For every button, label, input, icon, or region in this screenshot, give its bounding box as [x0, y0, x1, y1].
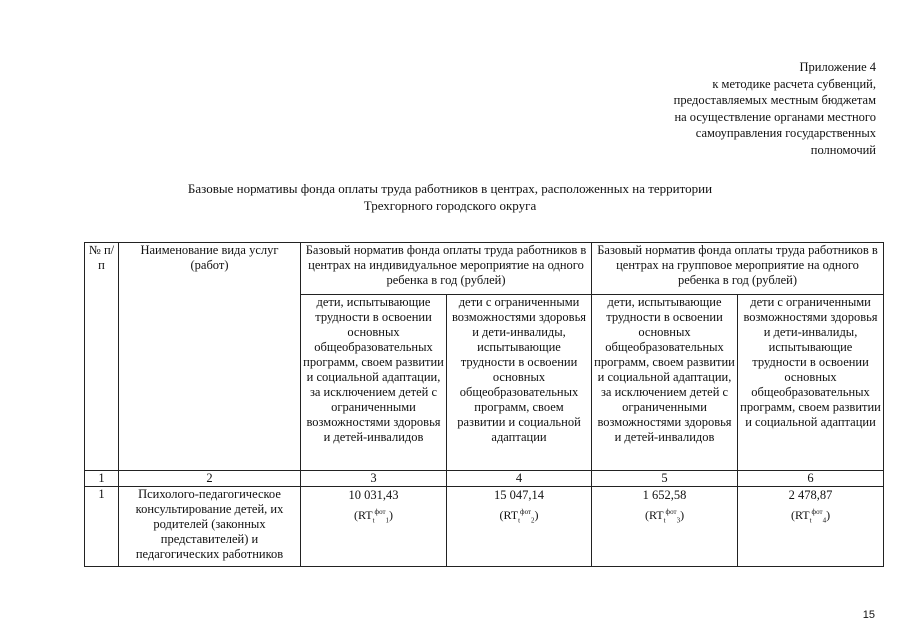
- appendix-line: самоуправления государственных: [695, 126, 876, 140]
- row-num: 1: [85, 487, 119, 567]
- appendix-line: Приложение 4: [799, 60, 876, 74]
- value-symbol: $(RT_t^{фот}_2)$: [499, 508, 539, 525]
- value-amount: 10 031,43: [348, 488, 399, 502]
- column-number: 5: [592, 471, 738, 487]
- value-amount: 1 652,58: [642, 488, 687, 502]
- appendix-line: предоставляемых местным бюджетам: [673, 93, 876, 107]
- column-number: 2: [119, 471, 301, 487]
- value-cell: [592, 487, 738, 567]
- value-cell: [301, 487, 447, 567]
- value-amount: 15 047,14: [494, 488, 544, 502]
- subheader-col-3: дети, испытывающие трудности в освоении основных общеобразовательных программ, своем развитии и социальной адаптации, за исключением детей с ограниченными возможностями здоровья и детей-инвалидов: [301, 295, 447, 471]
- column-number: 4: [447, 471, 592, 487]
- value-symbol: $(RT_t^{фот}_1)$: [353, 508, 394, 525]
- column-number: 1: [85, 471, 119, 487]
- header-num: № п/п: [85, 243, 119, 471]
- header-service: Наименование вида услуг (работ): [119, 243, 301, 471]
- title-line-2: Трехгорного городского округа: [363, 198, 537, 213]
- appendix-line: на осуществление органами местного: [674, 109, 876, 124]
- appendix-header: [546, 59, 876, 158]
- value-cell: [447, 487, 592, 567]
- value-symbol: $(RT_t^{фот}_4)$: [790, 508, 831, 525]
- row-service: Психолого-педагогическое консультирование детей, их родителей (законных представителей) и педагогических работников: [119, 487, 301, 567]
- table-row: [85, 487, 884, 567]
- value-amount: 2 478,87: [788, 488, 833, 502]
- subheader-col-4: дети с ограниченными возможностями здоровья и дети-инвалиды, испытывающие трудности в освоении основных общеобразовательных программ, своем развитии и социальной адаптации: [447, 295, 592, 471]
- title-line-1: Базовые нормативы фонда оплаты труда работников в центрах, расположенных на территории: [187, 181, 713, 196]
- header-row: [85, 243, 884, 295]
- value-symbol: $(RT_t^{фот}_3)$: [644, 508, 685, 525]
- page-number: 15: [862, 609, 875, 621]
- appendix-line: к методике расчета субвенций,: [712, 76, 876, 91]
- column-number-row: [85, 471, 884, 487]
- subheader-col-6: дети с ограниченными возможностями здоровья и дети-инвалиды, испытывающие трудности в освоении основных общеобразовательных программ, своем развитии и социальной адаптации: [738, 295, 884, 471]
- value-cell: [738, 487, 884, 567]
- column-number: 6: [738, 471, 884, 487]
- subheader-col-5: дети, испытывающие трудности в освоении основных общеобразовательных программ, своем развитии и социальной адаптации, за исключением детей с ограниченными возможностями здоровья и детей-инвалидов: [592, 295, 738, 471]
- document-title: [90, 180, 810, 214]
- norms-table: [84, 242, 884, 567]
- column-number: 3: [301, 471, 447, 487]
- header-individual: Базовый норматив фонда оплаты труда работников в центрах на индивидуальное мероприятие на одного ребенка в год (рублей): [301, 243, 592, 295]
- appendix-line: полномочий: [810, 142, 876, 157]
- header-group: Базовый норматив фонда оплаты труда работников в центрах на групповое мероприятие на одного ребенка в год (рублей): [592, 243, 884, 295]
